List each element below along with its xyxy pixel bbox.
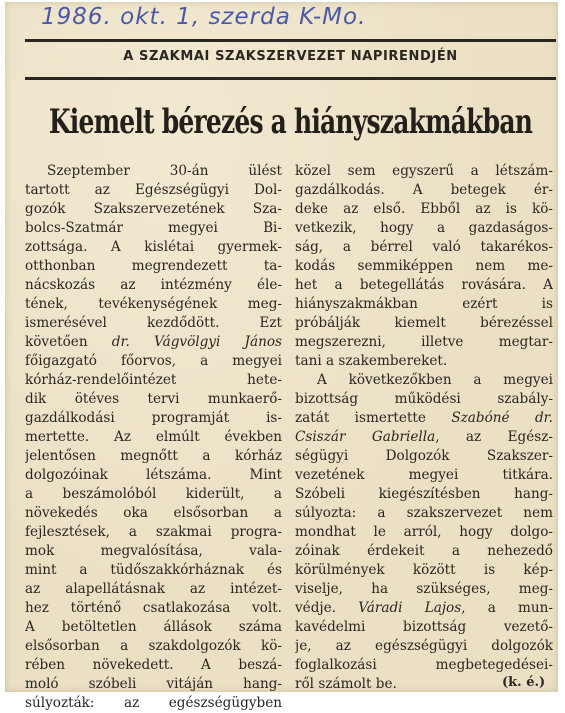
article-line: foglalkozási megbetegedései- bbox=[295, 657, 553, 673]
article-line: deke az első. Ebből az is kö- bbox=[295, 201, 553, 217]
article-line: tartott az Egészségügyi Dol- bbox=[25, 182, 282, 198]
article-line-with-name: követően dr. Vágvölgyi János bbox=[25, 334, 282, 350]
article-line: súlyozta: a szakszervezet nem bbox=[295, 505, 553, 521]
article-line: gozók Szakszervezetének Sza- bbox=[25, 201, 282, 217]
article-line: mok megvalósítása, vala- bbox=[25, 543, 282, 559]
article-line: a beszámolóból kiderült, a bbox=[25, 486, 282, 502]
article-line: tani a szakembereket. bbox=[295, 353, 448, 369]
article-line: megszerezni, illetve megtar- bbox=[295, 334, 553, 350]
article-line: je, az egészségügyi dolgozók bbox=[295, 638, 553, 654]
article-line: elsősorban a szakdolgozók kö- bbox=[25, 638, 282, 654]
article-line: gazdálkodási programját is- bbox=[25, 410, 282, 426]
article-line: főigazgató főorvos, a megyei bbox=[25, 353, 282, 369]
article-line: az alapellátásnak az intézet- bbox=[25, 581, 282, 597]
article-line: zóinak érdekeit a nehezedő bbox=[295, 543, 553, 559]
article-line: hez történő csatlakozása volt. bbox=[25, 600, 282, 616]
article-line: ségügyi Dolgozók Szakszer- bbox=[295, 448, 553, 464]
article-line: körülmények között is kép- bbox=[295, 562, 553, 578]
article-line: mertette. Az elmúlt években bbox=[25, 429, 282, 445]
article-line: kavédelmi bizottság vezető- bbox=[295, 619, 553, 635]
article-line-with-name: védje. Váradi Lajos, a mun- bbox=[295, 600, 553, 616]
article-line: mint a tüdőszakkórháznak és bbox=[25, 562, 282, 578]
article-line: súlyozták: az egészségügyben bbox=[25, 695, 282, 711]
person-name: Váradi Lajos bbox=[358, 600, 462, 616]
article-line: tének, tevékenységének meg- bbox=[25, 296, 282, 312]
newspaper-clipping bbox=[5, 2, 558, 711]
article-line-with-name: zatát ismertette Szabóné dr. bbox=[295, 410, 553, 426]
article-line: mondhat le arról, hogy dolgo- bbox=[295, 524, 553, 540]
article-line: otthonban megrendezett ta- bbox=[25, 258, 282, 274]
article-line: növekedés oka elsősorban a bbox=[25, 505, 282, 521]
person-name: Szabóné dr. bbox=[451, 410, 553, 426]
article-line: viselje, ha szükséges, meg- bbox=[295, 581, 553, 597]
article-line: A következőkben a megyei bbox=[317, 372, 553, 388]
article-line: közel sem egyszerű a létszám- bbox=[295, 163, 553, 179]
article-line: gazdálkodás. A betegek ér- bbox=[295, 182, 553, 198]
article-line: ság, a bérrel való takarékos- bbox=[295, 239, 553, 255]
article-line: Szeptember 30-án ülést bbox=[47, 163, 282, 179]
article-line: dolgozóinak létszáma. Mint bbox=[25, 467, 282, 483]
article-line: ről számolt be. bbox=[295, 676, 397, 692]
person-name: Csiszár Gabriella bbox=[295, 429, 436, 445]
article-line: zottsága. A kislétai gyermek- bbox=[25, 239, 282, 255]
article-line: A betöltetlen állások száma bbox=[25, 619, 282, 635]
person-name: dr. Vágvölgyi János bbox=[111, 334, 282, 350]
author-initials: (k. é.) bbox=[502, 675, 546, 690]
article-line: jelentősen megnőtt a kórház bbox=[25, 448, 282, 464]
article-line: het a betegellátás rovására. A bbox=[295, 277, 553, 293]
handwritten-date-note: 1986. okt. 1, szerda K-Mo. bbox=[41, 4, 367, 30]
section-header: A SZAKMAI SZAKSZERVEZET NAPIRENDJÉN bbox=[123, 49, 458, 64]
article-line: vezetének megyei titkára. bbox=[295, 467, 553, 483]
article-column-right bbox=[295, 162, 553, 694]
header-rule-top bbox=[25, 39, 556, 42]
article-line: bizottság működési szabály- bbox=[295, 391, 553, 407]
article-line: fejlesztések, a szakmai progra- bbox=[25, 524, 282, 540]
article-line: Szóbeli kiegészítésben hang- bbox=[295, 486, 553, 502]
header-rule-bottom bbox=[25, 77, 556, 80]
article-line: moló szóbeli vitáján hang- bbox=[25, 676, 282, 692]
article-line: rében növekedett. A beszá- bbox=[25, 657, 282, 673]
article-line: próbálják kiemelt bérezéssel bbox=[295, 315, 553, 331]
article-line-with-name: Csiszár Gabriella, az Egész- bbox=[295, 429, 553, 445]
article-line: nácskozás az intézmény éle- bbox=[25, 277, 282, 293]
article-line: ismerésével kezdődött. Ezt bbox=[25, 315, 282, 331]
article-line: bolcs-Szatmár megyei Bi- bbox=[25, 220, 282, 236]
article-line: kodás semmiképpen nem me- bbox=[295, 258, 553, 274]
article-line: kórház-rendelőintézet hete- bbox=[25, 372, 282, 388]
article-headline: Kiemelt bérezés a hiányszakmákban bbox=[48, 102, 533, 142]
article-line: dik ötéves tervi munkaerő- bbox=[25, 391, 282, 407]
article-column-left bbox=[25, 162, 282, 713]
article-line: hiányszakmákban ezért is bbox=[295, 296, 553, 312]
article-line: vetkezik, hogy a gazdaságos- bbox=[295, 220, 553, 236]
